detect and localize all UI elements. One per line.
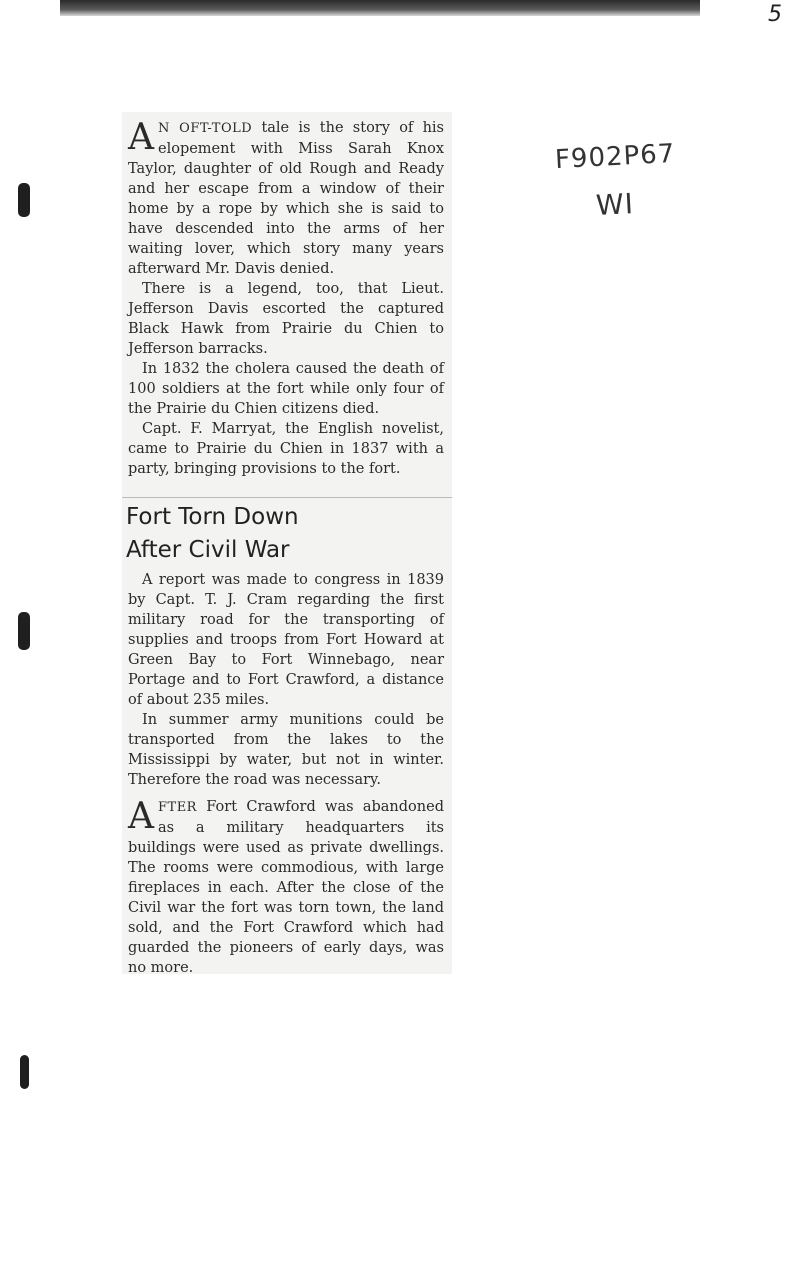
article-closing-section: [128, 797, 444, 978]
paragraph-text: tale is the story of his elopement with Miss Sarah Knox Taylor, daughter of old Rough and Ready and her escape from a window of their home by a rope by which she is said to have descended into the arms of her waiting lover, which story many years afterward Mr. Davis denied.: [128, 120, 444, 277]
article-paragraph: Capt. F. Marryat, the English novelist, came to Prairie du Chien in 1837 with a party, bringing provisions to the fort.: [128, 421, 444, 477]
article-paragraph: [128, 797, 444, 978]
clipping-fold-line: [122, 497, 452, 498]
article-paragraph: In 1832 the cholera caused the death of 100 soldiers at the fort while only four of the Prairie du Chien citizens died.: [128, 361, 444, 417]
binding-hole-mark: [18, 183, 30, 217]
section-headline: [126, 501, 426, 567]
article-paragraph: In summer army munitions could be transported from the lakes to the Mississippi by water, but not in winter. Therefore the road was necessary.: [128, 712, 444, 788]
scan-edge-bar: [60, 0, 700, 16]
headline-line: After Civil War: [126, 537, 290, 563]
article-paragraph: A report was made to congress in 1839 by Capt. T. J. Cram regarding the first military road for the transporting of supplies and troops from Fort Howard at Green Bay to Fort Winnebago, near Portage and to Fort Crawford, a distance of about 235 miles.: [128, 572, 444, 708]
handwritten-catalog-code: F902P67: [554, 138, 677, 176]
article-paragraph: [128, 118, 444, 279]
paragraph-text: Fort Crawford was abandoned as a military headquarters its buildings were used as private dwellings. The rooms were commodious, with large fireplaces in each. After the close of the Civil war the fort was torn town, the land sold, and the Fort Crawford which had guarded the pioneers of early days, was no more.: [128, 799, 444, 976]
article-intro-section: [128, 118, 444, 479]
lead-in: N OFT-TOLD: [158, 121, 253, 136]
binding-hole-mark: [18, 612, 30, 650]
article-paragraph: There is a legend, too, that Lieut. Jefferson Davis escorted the captured Black Hawk from Prairie du Chien to Jefferson barracks.: [128, 281, 444, 357]
binding-hole-mark: [20, 1055, 29, 1089]
page-number: 5: [768, 2, 782, 27]
drop-cap: A: [128, 117, 154, 158]
newspaper-clipping: [122, 112, 452, 974]
handwritten-initials: WI: [595, 187, 635, 222]
article-middle-section: [128, 570, 444, 790]
drop-cap: A: [128, 796, 154, 837]
headline-line: Fort Torn Down: [126, 504, 299, 530]
lead-in: FTER: [158, 800, 197, 815]
